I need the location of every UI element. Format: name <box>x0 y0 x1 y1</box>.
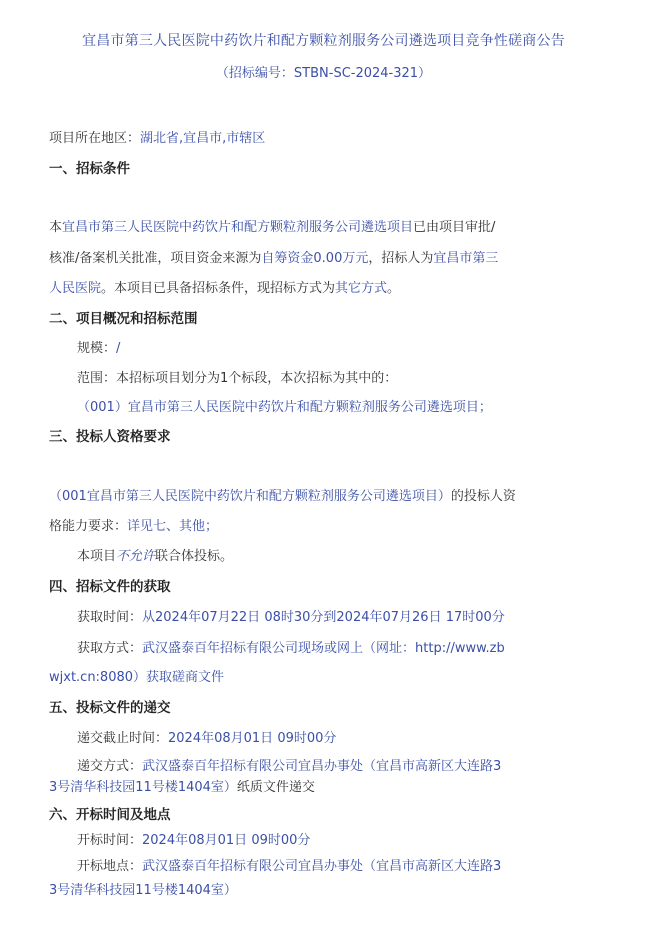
submit-method-row-cont <box>49 779 609 797</box>
tenderer-name-cont: 人民医院 <box>49 281 102 296</box>
submit-deadline-value: 2024年08月01日 09时00分 <box>168 731 337 746</box>
qualification-detail: 详见七、其他； <box>127 519 219 534</box>
open-place-value: 武汉盛泰百年招标有限公司宜昌办事处（宜昌市高新区大连路3 <box>142 859 502 874</box>
text-run: 本 <box>49 220 63 235</box>
submit-method-suffix: 纸质文件递交 <box>236 780 315 795</box>
section3-heading: 三、投标人资格要求 <box>49 429 171 445</box>
section6-heading: 六、开标时间及地点 <box>49 807 171 823</box>
text-run: 。 <box>387 281 401 296</box>
lot-item: （001）宜昌市第三人民医院中药饮片和配方颗粒剂服务公司遴选项目； <box>77 400 492 415</box>
obtain-method-row-cont: wjxt.cn:8080）获取磋商文件 <box>49 670 225 685</box>
qualification-line1 <box>49 488 609 506</box>
bid-number: （招标编号：STBN-SC-2024-321） <box>215 66 432 81</box>
fund-source: 自筹资金0.00万元 <box>261 251 369 266</box>
tender-method: 其它方式 <box>335 281 388 296</box>
scale-value: / <box>116 341 121 356</box>
notice-title: 宜昌市第三人民医院中药饮片和配方颗粒剂服务公司遴选项目竞争性磋商公告 <box>82 33 565 49</box>
submit-method-label: 递交方式： <box>77 759 143 774</box>
obtain-time-row <box>77 609 637 627</box>
region-label: 项目所在地区： <box>49 131 141 146</box>
obtain-time-value: 从2024年07月22日 08时30分到2024年07月26日 17时00分 <box>142 610 505 625</box>
open-time-label: 开标时间： <box>77 833 143 848</box>
text-run: 已由项目审批/ <box>413 220 496 235</box>
obtain-method-label: 获取方式： <box>77 641 143 656</box>
submit-method-row <box>77 758 637 776</box>
joint-venture-status: 不允许 <box>116 549 156 564</box>
text-run: 核准/备案机关批准，项目资金来源为 <box>49 251 262 266</box>
text-run: 的投标人资 <box>450 489 516 504</box>
text-run: 。本项目已具备招标条件，现招标方式为 <box>101 281 336 296</box>
obtain-method-row <box>77 640 637 658</box>
project-region <box>49 130 609 148</box>
submit-method-value-cont: 3号清华科技园11号楼1404室） <box>49 780 237 795</box>
open-time-value: 2024年08月01日 09时00分 <box>142 833 311 848</box>
project-name: 宜昌市第三人民医院中药饮片和配方颗粒剂服务公司遴选项目 <box>62 220 414 235</box>
scale-row <box>77 340 637 358</box>
section1-para-line3 <box>49 280 609 298</box>
open-place-label: 开标地点： <box>77 859 143 874</box>
tenderer-name: 宜昌市第三 <box>433 251 499 266</box>
obtain-method-value: 武汉盛泰百年招标有限公司现场或网上（网址：http://www.zb <box>142 641 505 656</box>
section5-heading: 五、投标文件的递交 <box>49 700 171 716</box>
open-place-row <box>77 858 637 876</box>
section4-heading: 四、招标文件的获取 <box>49 579 171 595</box>
joint-venture-row <box>77 548 637 566</box>
region-value: 湖北省,宜昌市,市辖区 <box>140 131 266 146</box>
submit-method-value: 武汉盛泰百年招标有限公司宜昌办事处（宜昌市高新区大连路3 <box>142 759 502 774</box>
open-time-row <box>77 832 637 850</box>
section2-heading: 二、项目概况和招标范围 <box>49 311 198 327</box>
text-run: ，招标人为 <box>368 251 434 266</box>
section1-heading: 一、招标条件 <box>49 161 130 177</box>
scope-row: 范围：本招标项目划分为1个标段，本次招标为其中的： <box>77 371 398 386</box>
scale-label: 规模： <box>77 341 117 356</box>
text-run: 本项目 <box>77 549 117 564</box>
open-place-row-cont: 3号清华科技园11号楼1404室） <box>49 883 237 898</box>
text-run: 格能力要求： <box>49 519 128 534</box>
text-run: 联合体投标。 <box>155 549 234 564</box>
submit-deadline-label: 递交截止时间： <box>77 731 169 746</box>
qualification-lot: （001宜昌市第三人民医院中药饮片和配方颗粒剂服务公司遴选项目） <box>49 489 451 504</box>
obtain-time-label: 获取时间： <box>77 610 143 625</box>
qualification-line2 <box>49 518 609 536</box>
section1-para-line2 <box>49 250 609 268</box>
section1-para-line1 <box>49 219 609 237</box>
submit-deadline-row <box>77 730 637 748</box>
